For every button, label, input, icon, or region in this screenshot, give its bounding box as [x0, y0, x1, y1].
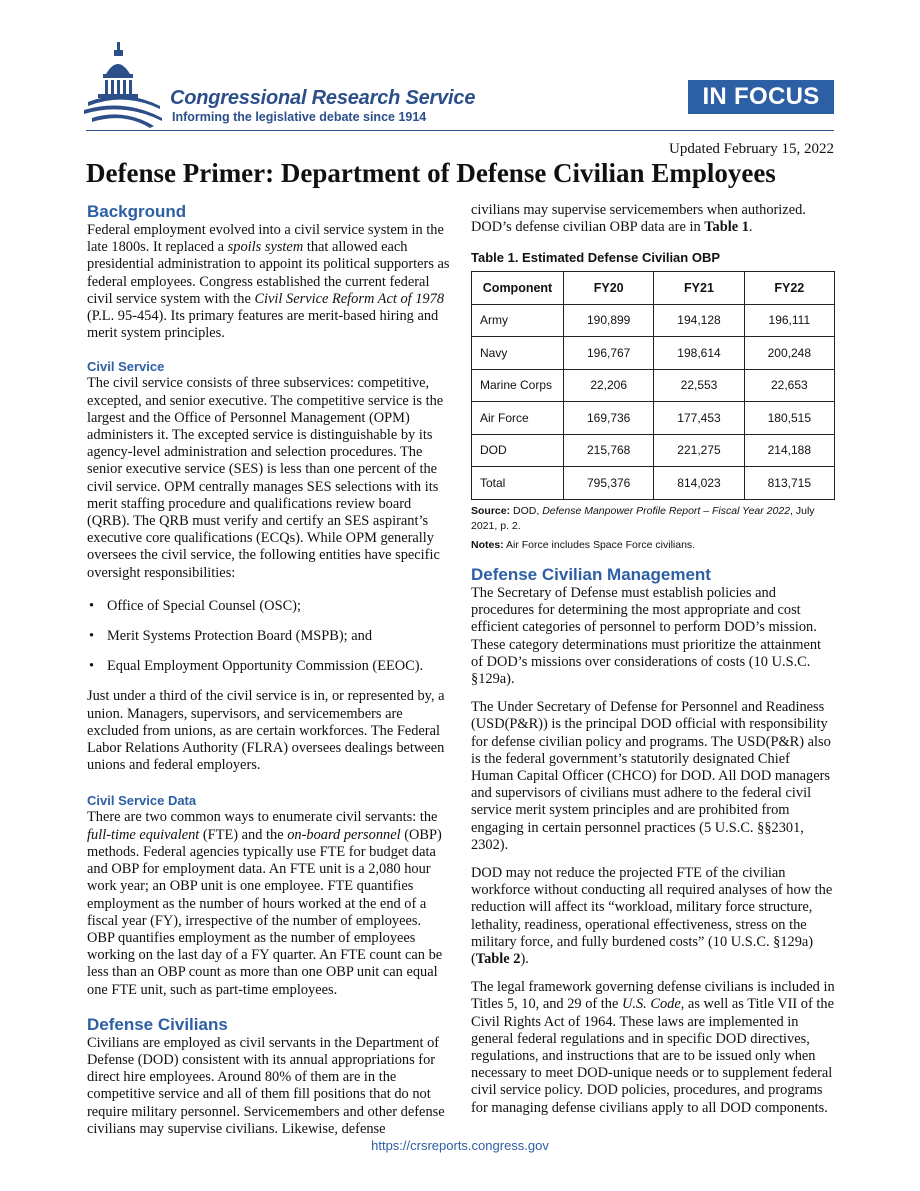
table-notes: Notes: Air Force includes Space Force civilians. [471, 538, 696, 551]
background-paragraph: Federal employment evolved into a civil service system in the late 1800s. It replaced a spoils system that allowed each presidential administration to appoint its political supporters as federal employees. Congress established the current federal civil service system with the Civil Service Reform Act of 1978 (P.L. 95-454). Its primary features are merit-based hiring and merit system principles. [87, 222, 450, 342]
table-row [472, 337, 835, 370]
column-header: FY22 [744, 272, 834, 305]
table-cell: Marine Corps [472, 369, 564, 402]
table-cell: 813,715 [744, 467, 834, 500]
table-cell: Air Force [472, 402, 564, 435]
org-tagline: Informing the legislative debate since 1914 [172, 110, 427, 124]
defense-civilian-management-heading: Defense Civilian Management [471, 564, 711, 584]
table-cell: 22,553 [654, 369, 744, 402]
table-cell: DOD [472, 434, 564, 467]
org-name: Congressional Research Service [170, 87, 476, 109]
table-cell: 215,768 [564, 434, 654, 467]
table-cell: Total [472, 467, 564, 500]
civil-service-data-paragraph: There are two common ways to enumerate civil servants: the full-time equivalent (FTE) and the on-board personnel (OBP) methods. Federal agencies typically use FTE for budget data and OBP for employment data. An FTE unit is a 2,080 hour work year; an OBP unit is one employee. FTE quantifies employment as the number of hours worked at the end of a fiscal year (FY), irrespective of the number of employees. OBP quantifies employment as the number of employees working on the last day of a FY quarter. An FTE count can be less than an OBP count as more than one OBP unit can equal one FTE unit, such as part-time employees. [87, 809, 443, 998]
obp-table [471, 271, 835, 500]
defense-civilians-paragraph: Civilians are employed as civil servants in the Department of Defense (DOD) consistent with its annual appropriations for direct hire employees. Around 80% of them are in the competitive service and all of them fill positions that do not require military personnel. Servicemembers and other defense civilians may supervise civilians. Likewise, defense [87, 1034, 445, 1137]
table-cell: Navy [472, 337, 564, 370]
table-row [472, 467, 835, 500]
table-2-reference: Table 2 [475, 950, 521, 967]
defense-civilians-heading: Defense Civilians [87, 1014, 228, 1034]
in-focus-badge: IN FOCUS [688, 80, 834, 114]
table-cell: 196,767 [564, 337, 654, 370]
table-cell: 190,899 [564, 304, 654, 337]
column-header: Component [472, 272, 564, 305]
right-column [471, 202, 835, 1128]
background-heading: Background [87, 202, 187, 221]
table-source: Source: DOD, Defense Manpower Profile Report – Fiscal Year 2022, July 2021, p. 2. [471, 504, 815, 532]
table-cell: 169,736 [564, 402, 654, 435]
header-divider [86, 130, 834, 131]
oversight-list [87, 598, 450, 676]
civil-service-data-heading: Civil Service Data [87, 793, 197, 809]
footer-url[interactable]: https://crsreports.congress.gov [371, 1138, 549, 1153]
table-cell: 198,614 [654, 337, 744, 370]
management-paragraph-2: The Under Secretary of Defense for Personnel and Readiness (USD(P&R)) is the principal DOD official with responsibility for defense civilian policy and programs. The USD(P&R) also is the federal government’s statutorily designated Chief Human Capital Officer (CHCO) for DOD. All DOD managers and supervisors of civilians must adhere to the federal civil service merit system principles and are prohibited from engaging in certain personnel practices (5 U.S.C. §§2301, 2302). [471, 699, 831, 853]
column-header: FY20 [564, 272, 654, 305]
union-paragraph: Just under a third of the civil service is in, or represented by, a union. Managers, supervisors, and servicemembers are excluded from unions, as are certain workforces. The Federal Labor Relations Authority (FLRA) oversees dealings between unions and federal employers. [87, 688, 445, 774]
table-cell: 194,128 [654, 304, 744, 337]
table-cell: 180,515 [744, 402, 834, 435]
left-column [87, 202, 450, 1149]
table-cell: 177,453 [654, 402, 744, 435]
table-1-reference: Table 1 [704, 219, 749, 236]
table-row [472, 304, 835, 337]
management-paragraph-3: DOD may not reduce the projected FTE of the civilian workforce without conducting all required analyses of how the reduction will affect its “workload, military force structure, lethality, readiness, operational effectiveness, stress on the military force, and fully burdened costs” (10 U.S.C. §129a) (Table 2). [471, 864, 833, 967]
updated-date: Updated February 15, 2022 [669, 141, 834, 157]
table-header-row [472, 272, 835, 305]
table-caption: Table 1. Estimated Defense Civilian OBP [471, 250, 721, 266]
table-cell: 795,376 [564, 467, 654, 500]
table-cell: 214,188 [744, 434, 834, 467]
table-cell: 814,023 [654, 467, 744, 500]
page-title: Defense Primer: Department of Defense Civilian Employees [86, 158, 776, 188]
capitol-dome-icon [84, 40, 174, 130]
management-paragraph-4: The legal framework governing defense civilians is included in Titles 5, 10, and 29 of the U.S. Code, as well as Title VII of the Civil Rights Act of 1964. These laws are implemented in general federal regulations and in specific DOD directives, regulations, and instructions that are to be issued only when necessary to meet DOD-unique needs or to supplement federal civil service policy. DOD policies, procedures, and programs for managing defense civilians apply to all DOD components. [471, 979, 835, 1116]
list-item: • Merit Systems Protection Board (MSPB); and [87, 628, 450, 645]
table-row [472, 402, 835, 435]
table-row [472, 369, 835, 402]
list-item: • Office of Special Counsel (OSC); [87, 598, 450, 615]
management-paragraph-1: The Secretary of Defense must establish policies and procedures for determining the most appropriate and cost efficient categories of personnel to perform DOD’s mission. These category determinations must prioritize the attainment of DOD’s missions over considerations of costs (10 U.S.C. §129a). [471, 584, 822, 687]
crs-logo [84, 40, 504, 132]
civil-service-heading: Civil Service [87, 359, 165, 375]
list-item: • Equal Employment Opportunity Commission (EEOC). [87, 658, 450, 675]
column-header: FY21 [654, 272, 744, 305]
civil-service-paragraph: The civil service consists of three subservices: competitive, excepted, and senior executive. The competitive service is the largest and the Office of Personnel Management (OPM) administers it. The excepted service is distinguishable by its agency-level administration and selection procedures. The senior executive service (SES) is less than one percent of the civil service. OPM centrally manages SES selections with its merit staffing procedure and qualifications review board (QRB). The QRB must verify and certify an SES aspirant’s executive core qualifications (ECQs). While OPM generally oversees the civil service, the following entities have specific oversight responsibilities: [87, 375, 444, 581]
table-cell: 22,653 [744, 369, 834, 402]
table-cell: 22,206 [564, 369, 654, 402]
table-cell: 196,111 [744, 304, 834, 337]
table-cell: 221,275 [654, 434, 744, 467]
table-row [472, 434, 835, 467]
table-cell: 200,248 [744, 337, 834, 370]
table-cell: Army [472, 304, 564, 337]
continuation-paragraph: civilians may supervise servicemembers when authorized. DOD’s defense civilian OBP data are in Table 1. [471, 202, 806, 236]
